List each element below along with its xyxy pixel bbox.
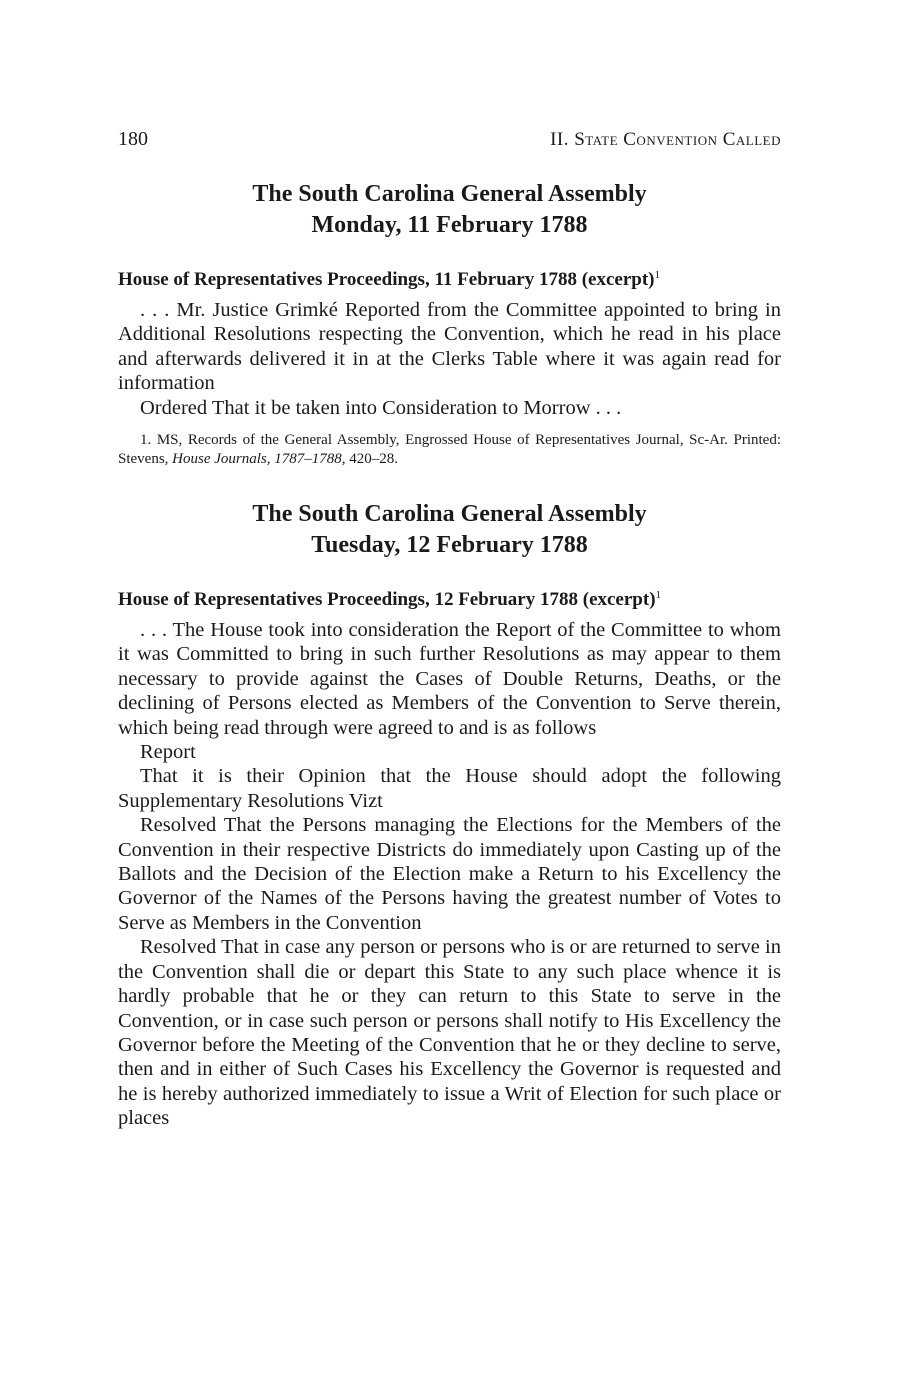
section-title-2 <box>118 499 781 561</box>
paragraph: Ordered That it be taken into Consideration to Morrow . . . <box>140 396 622 419</box>
paragraph: . . . Mr. Justice Grimké Reported from the Committee appointed to bring in Additional Resolutions respecting the Convention, which he read in his place and afterwards delivered it in at the Clerks Table where it was again read for information <box>118 299 781 395</box>
paragraph: Resolved That the Persons managing the Elections for the Members of the Convention in their respective Districts do immediately upon Casting up of the Ballots and the Decision of the Election make a Return to his Excellency the Governor of the Names of the Persons having the greatest number of Votes to Serve as Members in the Convention <box>118 814 781 934</box>
subhead-1 <box>118 263 781 292</box>
subhead-2-text: House of Representatives Proceedings, 12 February 1788 (excerpt) <box>118 589 656 610</box>
paragraph: Report <box>140 741 196 764</box>
running-title: II. State Convention Called <box>550 129 781 150</box>
subhead-2 <box>118 583 781 612</box>
section-1-body <box>118 298 781 420</box>
section-title-2-line1: The South Carolina General Assembly <box>252 501 647 527</box>
footnote-ref-1: 1 <box>654 269 660 281</box>
subhead-1-text: House of Representatives Proceedings, 11 February 1788 (excerpt) <box>118 269 655 290</box>
paragraph: . . . The House took into consideration the Report of the Committee to whom it was Committed to bring in such further Resolutions as may appear to them necessary to provide against the Cases of Double Returns, Deaths, or the declining of Persons elected as Members of the Convention to Serve therein, which being read through were agreed to and is as follows <box>118 619 781 739</box>
section-title-2-line2: Tuesday, 12 February 1788 <box>311 532 588 558</box>
footnote-1-suffix: 420–28. <box>345 451 398 467</box>
section-title-1 <box>118 179 781 241</box>
footnote-1-prefix: 1. MS, Records of the General Assembly, Engrossed House of Representatives Journal, Sc-Ar. Printed: Stevens, <box>118 432 781 467</box>
section-title-1-line1: The South Carolina General Assembly <box>252 181 647 207</box>
page-number: 180 <box>118 128 148 150</box>
footnote-1 <box>118 431 781 469</box>
running-head <box>118 128 781 151</box>
footnote-ref-2: 1 <box>655 589 662 601</box>
footnote-1-italic: House Journals, 1787–1788, <box>172 451 346 467</box>
section-title-1-line2: Monday, 11 February 1788 <box>311 212 588 238</box>
paragraph: That it is their Opinion that the House should adopt the following Supplementary Resolutions Vizt <box>118 765 781 812</box>
paragraph: Resolved That in case any person or persons who is or are returned to serve in the Convention shall die or depart this State to any such place whence it is hardly probable that he or they can return to this State to serve in the Convention, or in case such person or persons shall notify to His Excellency the Governor before the Meeting of the Convention that he or they decline to serve, then and in either of Such Cases his Excellency the Governor is requested and he is hereby authorized immediately to issue a Writ of Election for such place or places <box>118 936 781 1130</box>
section-2-body <box>118 618 781 1131</box>
